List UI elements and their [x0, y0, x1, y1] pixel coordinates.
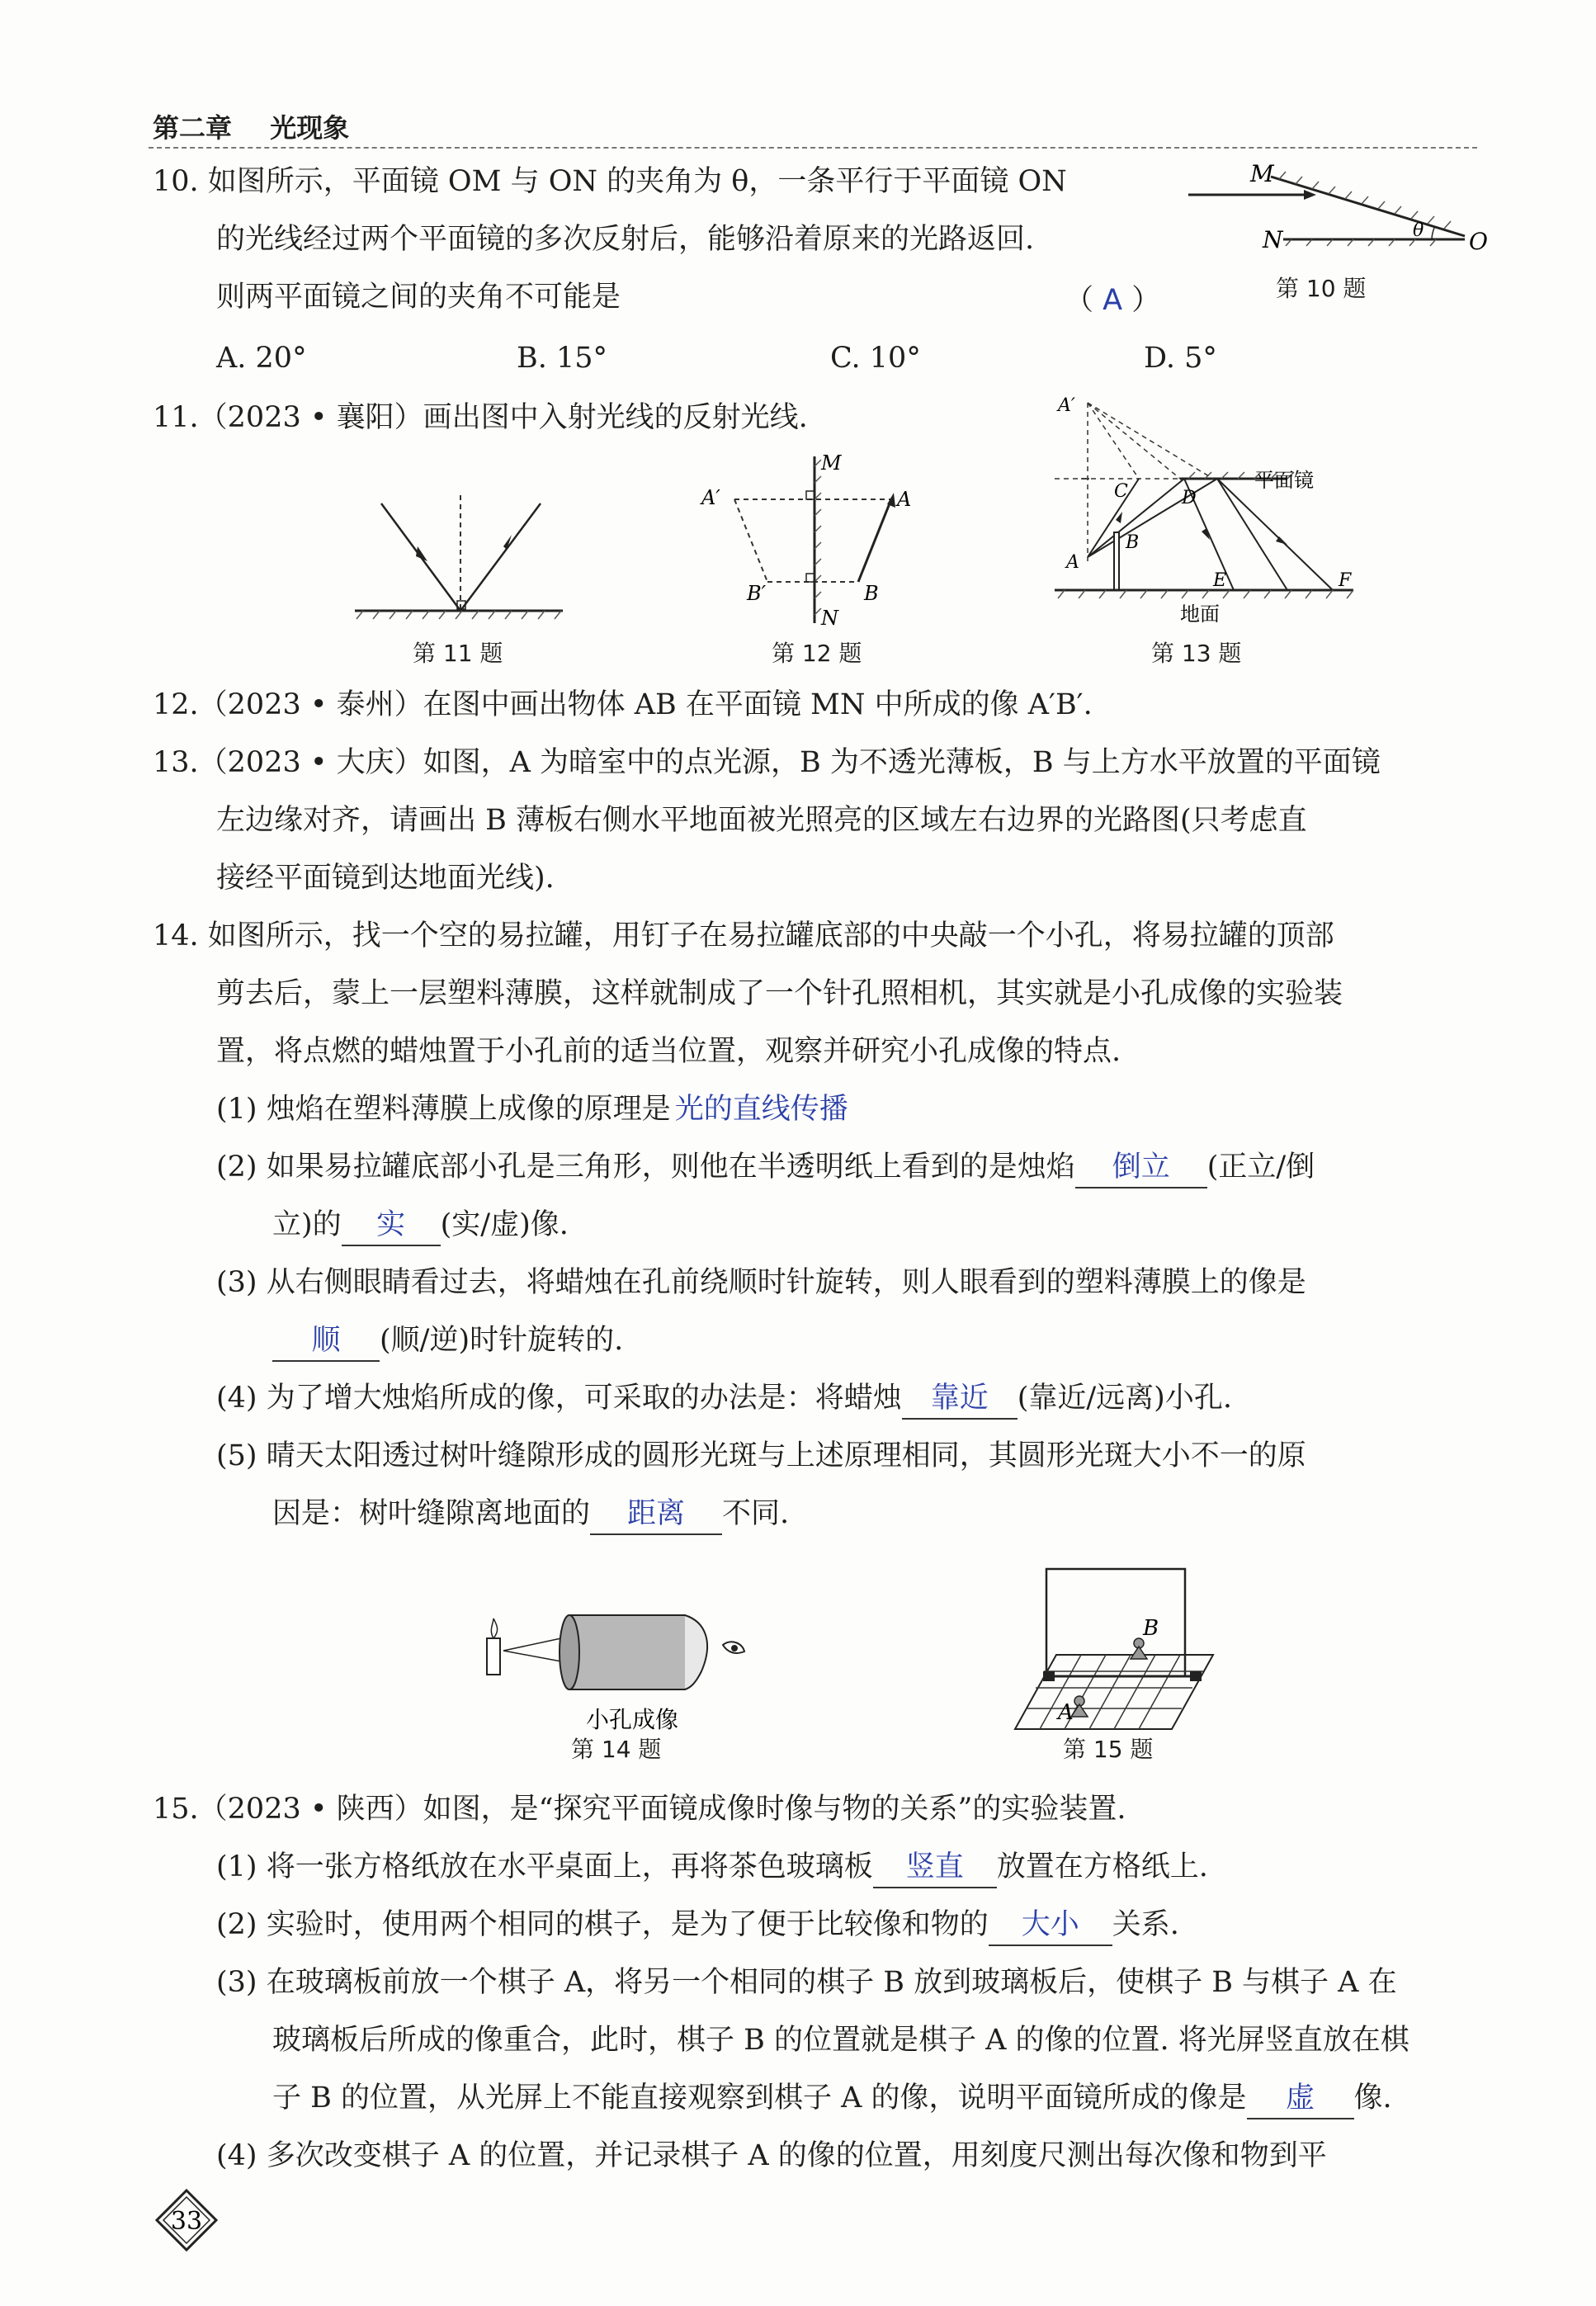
- fig13-label-c: C: [1114, 481, 1128, 502]
- fig15-grid-paper: [1015, 1655, 1213, 1729]
- q10-choice-d: D. 5°: [1144, 342, 1217, 375]
- page-number-badge: [153, 2187, 220, 2253]
- fig13-label-b: B: [1126, 532, 1140, 553]
- q10-line-3: 则两平面镜之间的夹角不可能是: [216, 281, 621, 314]
- q14-p5-answer: 距离: [590, 1494, 722, 1535]
- q15-p2-answer: 大小: [989, 1905, 1112, 1946]
- fig12-image-ab: [734, 499, 767, 582]
- q15-p2-post: 关系.: [1112, 1908, 1179, 1941]
- fig10-label-theta: θ: [1413, 220, 1424, 241]
- fig15-label-a: A: [1058, 1700, 1074, 1725]
- fig13-board-b: [1114, 532, 1119, 590]
- fig14-caption: 第 14 题: [571, 1736, 662, 1763]
- fig11-caption: 第 11 题: [413, 640, 503, 667]
- fig15-clamp-right: [1190, 1671, 1202, 1681]
- q15-text: 15.（2023 • 陕西）如图，是“探究平面镜成像时像与物的关系”的实验装置.: [153, 1793, 1126, 1826]
- q14-line-1: 14. 如图所示，找一个空的易拉罐，用钉子在易拉罐底部的中央敲一个小孔，将易拉罐的顶部: [153, 919, 1334, 952]
- fig14-can: [561, 1615, 699, 1689]
- q14-p2-answer-1: 倒立: [1075, 1147, 1207, 1188]
- fig13-label-mirror: 平面镜: [1254, 469, 1314, 492]
- q10-line-1: 10. 如图所示，平面镜 OM 与 ON 的夹角为 θ，一条平行于平面镜 ON: [153, 165, 1067, 198]
- fig12-label-b-prime: B′: [747, 582, 767, 605]
- fig10-label-n: N: [1263, 226, 1283, 253]
- figure-11: [347, 487, 569, 631]
- q14-p5-post: 不同.: [722, 1497, 790, 1530]
- fig10-mirror-om: [1271, 177, 1465, 236]
- q14-part-2: [216, 1147, 1315, 1188]
- fig12-caption: 第 12 题: [772, 640, 862, 667]
- fig10-label-o: O: [1469, 228, 1488, 255]
- fig15-label-b: B: [1143, 1616, 1159, 1641]
- fig13-label-a-prime: A′: [1058, 395, 1075, 416]
- q15-p1-answer: 竖直: [873, 1847, 997, 1888]
- q14-p4-options: (靠近/远离)小孔.: [1017, 1382, 1232, 1415]
- fig11-reflected-ray: [460, 503, 541, 611]
- fig15-clamp-left: [1043, 1671, 1055, 1681]
- fig12-label-m: M: [821, 451, 842, 475]
- fig10-angle-arc: [1432, 228, 1434, 239]
- q10-line-2: 的光线经过两个平面镜的多次反射后，能够沿着原来的光路返回.: [216, 223, 1035, 256]
- q14-p3-options: (顺/逆)时针旋转的.: [380, 1324, 624, 1357]
- q14-p4-answer: 靠近: [902, 1378, 1018, 1420]
- q15-part-1: [216, 1847, 1208, 1888]
- figure-10: [1180, 157, 1494, 272]
- q12-text: 12.（2023 • 泰州）在图中画出物体 AB 在平面镜 MN 中所成的像 A′B′.: [153, 688, 1093, 721]
- fig14-candle: [487, 1638, 500, 1675]
- q14-part-2-cont: [272, 1205, 569, 1246]
- header-divider: [149, 147, 1477, 149]
- q13-line-3: 接经平面镜到达地面光线).: [216, 862, 555, 895]
- q14-p2-answer-2: 实: [342, 1205, 441, 1246]
- q15-part-4: (4) 多次改变棋子 A 的位置，并记录棋子 A 的像的位置，用刻度尺测出每次像和物到平: [216, 2139, 1327, 2172]
- q15-part-3-line-2: 玻璃板后所成的像重合，此时，棋子 B 的位置就是棋子 A 的像的位置. 将光屏竖直放在棋: [272, 2024, 1409, 2057]
- q10-choice-b: B. 15°: [517, 342, 608, 375]
- q15-p3-text: 子 B 的位置，从光屏上不能直接观察到棋子 A 的像，说明平面镜所成的像是: [272, 2082, 1247, 2115]
- fig15-glass-plate: [1046, 1569, 1185, 1676]
- fig15-caption: 第 15 题: [1063, 1736, 1154, 1763]
- q14-p2-text-2: 立)的: [272, 1208, 342, 1241]
- q15-p1-text: (1) 将一张方格纸放在水平桌面上，再将茶色玻璃板: [216, 1850, 873, 1883]
- q14-p1-text: (1) 烛焰在塑料薄膜上成像的原理是: [216, 1093, 671, 1126]
- q14-line-3: 置，将点燃的蜡烛置于小孔前的适当位置，观察并研究小孔成像的特点.: [216, 1035, 1121, 1068]
- q14-part-3: (3) 从右侧眼睛看过去，将蜡烛在孔前绕顺时针旋转，则人眼看到的塑料薄膜上的像是: [216, 1266, 1306, 1299]
- fig12-label-b: B: [864, 582, 879, 605]
- fig12-label-a-prime: A′: [701, 486, 720, 509]
- chapter-number: 第二章: [153, 112, 233, 144]
- fig13-label-d: D: [1182, 488, 1197, 508]
- q14-part-5-cont: [272, 1494, 789, 1535]
- fig13-ray-f: [1217, 479, 1333, 590]
- q14-p3-answer: 顺: [272, 1321, 380, 1362]
- q13-line-2: 左边缘对齐，请画出 B 薄板右侧水平地面被光照亮的区域左右边界的光路图(只考虑直: [216, 804, 1307, 837]
- fig10-caption: 第 10 题: [1276, 275, 1367, 302]
- q14-p2-options: (正立/倒: [1206, 1151, 1315, 1184]
- fig13-label-ground: 地面: [1180, 602, 1220, 626]
- q10-choice-c: C. 10°: [830, 342, 921, 375]
- q13-line-1: 13.（2023 • 大庆）如图，A 为暗室中的点光源，B 为不透光薄板，B 与上方水平放置的平面镜: [153, 746, 1381, 779]
- page-number: 33: [170, 2207, 203, 2236]
- q15-p3-post: 像.: [1353, 2082, 1392, 2115]
- q15-part-2: [216, 1905, 1179, 1946]
- figure-13: [1048, 388, 1395, 636]
- q11-text: 11.（2023 • 襄阳）画出图中入射光线的反射光线.: [153, 401, 808, 434]
- fig13-caption: 第 13 题: [1151, 640, 1242, 667]
- fig13-label-a: A: [1066, 552, 1079, 573]
- q10-answer-bracket: （ A ）: [1065, 284, 1161, 317]
- q14-p2-options-2: (实/虚)像.: [440, 1208, 569, 1241]
- q14-p5-text-2: 因是：树叶缝隙离地面的: [272, 1497, 591, 1530]
- q14-line-2: 剪去后，蒙上一层塑料薄膜，这样就制成了一个针孔照相机，其实就是小孔成像的实验装: [216, 977, 1343, 1010]
- fig14-label: 小孔成像: [586, 1706, 679, 1733]
- q14-part-5: (5) 晴天太阳透过树叶缝隙形成的圆形光斑与上述原理相同，其圆形光斑大小不一的原: [216, 1439, 1306, 1472]
- figure-15: [1007, 1564, 1221, 1737]
- fig12-object-ab: [858, 499, 891, 582]
- q10-choice-a: A. 20°: [216, 342, 307, 375]
- fig14-flame: [491, 1618, 497, 1638]
- fig12-label-n: N: [821, 607, 838, 630]
- figure-14: [479, 1605, 759, 1741]
- chapter-title: 光现象: [270, 112, 350, 144]
- q15-part-3-line-1: (3) 在玻璃板前放一个棋子 A，将另一个相同的棋子 B 放到玻璃板后，使棋子 B 与棋子 A 在: [216, 1966, 1397, 1999]
- q10-answer: A: [1103, 284, 1123, 317]
- fig12-label-a: A: [897, 488, 912, 511]
- figure-12: [689, 450, 937, 631]
- q14-p1-answer: 光的直线传播: [674, 1093, 848, 1126]
- fig14-film: [685, 1615, 707, 1689]
- q15-p1-post: 放置在方格纸上.: [996, 1850, 1208, 1883]
- q14-part-4: [216, 1378, 1232, 1420]
- q14-p4-text: (4) 为了增大烛焰所成的像，可采取的办法是：将蜡烛: [216, 1382, 902, 1415]
- q14-p2-text: (2) 如果易拉罐底部小孔是三角形，则他在半透明纸上看到的是烛焰: [216, 1151, 1075, 1184]
- fig13-label-f: F: [1339, 570, 1352, 591]
- q15-p2-text: (2) 实验时，使用两个相同的棋子，是为了便于比较像和物的: [216, 1908, 989, 1941]
- fig10-label-m: M: [1250, 160, 1274, 187]
- q15-p3-answer: 虚: [1247, 2078, 1354, 2119]
- chapter-header: [153, 107, 349, 145]
- q14-part-1: [216, 1089, 852, 1129]
- q15-part-3-line-3: [272, 2078, 1392, 2119]
- fig13-label-e: E: [1213, 570, 1227, 591]
- q14-part-3-cont: [272, 1321, 623, 1362]
- fig10-arrow: [1304, 190, 1316, 200]
